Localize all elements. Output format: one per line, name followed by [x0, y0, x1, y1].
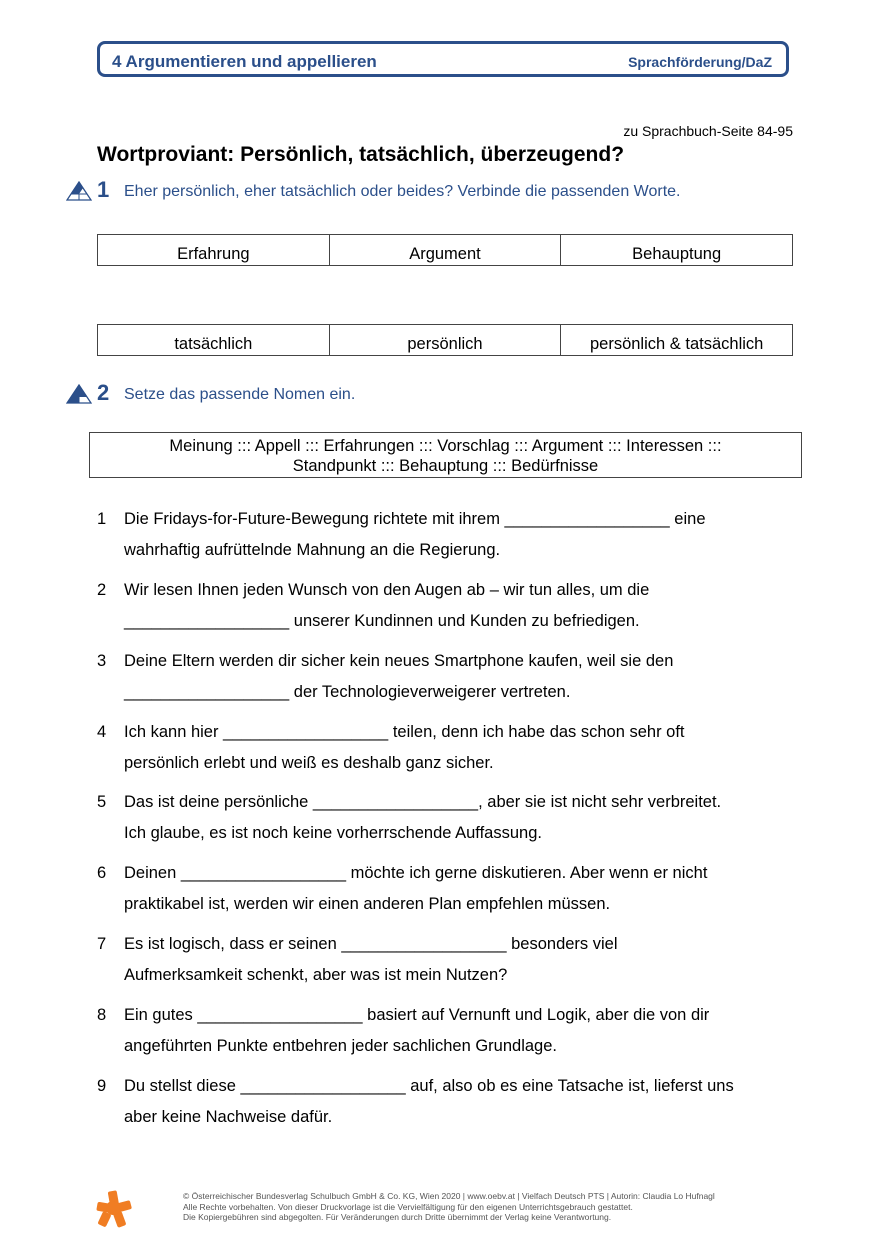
bottom-word-table: [97, 324, 793, 356]
item-number: 4: [97, 723, 107, 741]
page-title: Wortproviant: Persönlich, tatsächlich, überzeugend?: [97, 143, 625, 166]
word-cell[interactable]: persönlich & tatsächlich: [561, 325, 793, 356]
item-line: Aufmerksamkeit schenkt, aber was ist mein Nutzen?: [124, 966, 508, 984]
item-line[interactable]: Du stellst diese __________________ auf, also ob es eine Tatsache ist, lieferst uns: [124, 1077, 734, 1095]
item-number: 3: [97, 652, 107, 670]
item-line: persönlich erlebt und weiß es deshalb ganz sicher.: [124, 754, 494, 772]
item-line[interactable]: Das ist deine persönliche __________________, aber sie ist nicht sehr verbreitet.: [124, 793, 722, 811]
word-bank-line: Meinung ::: Appell ::: Erfahrungen ::: Vorschlag ::: Argument ::: Interessen :::: [169, 437, 722, 455]
subject-label: Sprachförderung/DaZ: [628, 54, 772, 70]
top-word-table: [97, 234, 793, 266]
task-instruction: Setze das passende Nomen ein.: [124, 386, 356, 403]
item-number: 8: [97, 1006, 107, 1024]
footer-legal: [183, 1191, 715, 1223]
exercise-item: [97, 787, 797, 849]
exercise-item: [97, 1071, 797, 1133]
word-cell[interactable]: persönlich: [329, 325, 561, 356]
item-number: 5: [97, 793, 107, 811]
item-number: 1: [97, 510, 107, 528]
difficulty-pyramid-icon: [66, 181, 92, 201]
item-line[interactable]: Es ist logisch, dass er seinen __________________ besonders viel: [124, 935, 618, 953]
page-reference: zu Sprachbuch-Seite 84-95: [623, 123, 793, 139]
item-line[interactable]: Deinen __________________ möchte ich gerne diskutieren. Aber wenn er nicht: [124, 864, 708, 882]
item-line: Deine Eltern werden dir sicher kein neues Smartphone kaufen, weil sie den: [124, 652, 674, 670]
exercise-item: [97, 929, 797, 991]
publisher-logo-icon: [96, 1190, 132, 1228]
item-number: 9: [97, 1077, 107, 1095]
exercise-item: [97, 858, 797, 920]
exercise-item: [97, 504, 797, 566]
item-number: 6: [97, 864, 107, 882]
footer-line: © Österreichischer Bundesverlag Schulbuch GmbH & Co. KG, Wien 2020 | www.oebv.at | Vielfach Deutsch PTS | Autorin: Claudia Lo Hufnagl: [183, 1191, 715, 1201]
word-bank: [89, 432, 802, 478]
exercise-item: [97, 1000, 797, 1062]
item-line: aber keine Nachweise dafür.: [124, 1108, 333, 1126]
word-cell[interactable]: Argument: [329, 235, 561, 266]
footer-line: Alle Rechte vorbehalten. Von dieser Druckvorlage ist die Vervielfältigung für den eigenen Unterrichtsgebrauch gestattet.: [183, 1201, 633, 1212]
task-number: 2: [97, 380, 110, 405]
word-cell[interactable]: tatsächlich: [98, 325, 330, 356]
item-number: 7: [97, 935, 107, 953]
item-line[interactable]: __________________ unserer Kundinnen und Kunden zu befriedigen.: [124, 612, 640, 630]
task-instruction: Eher persönlich, eher tatsächlich oder beides? Verbinde die passenden Worte.: [124, 183, 681, 200]
item-line: Wir lesen Ihnen jeden Wunsch von den Augen ab – wir tun alles, um die: [124, 581, 650, 599]
item-line[interactable]: Ein gutes __________________ basiert auf Vernunft und Logik, aber die von dir: [124, 1006, 710, 1024]
exercise-item: [97, 575, 797, 637]
item-number: 2: [97, 581, 107, 599]
word-cell[interactable]: Behauptung: [561, 235, 793, 266]
exercise-item: [97, 646, 797, 708]
difficulty-pyramid-icon: [66, 384, 92, 404]
item-line[interactable]: Die Fridays-for-Future-Bewegung richtete mit ihrem __________________ eine: [124, 510, 706, 528]
task-number: 1: [97, 177, 110, 202]
exercise-item: [97, 717, 797, 779]
word-bank-line: Standpunkt ::: Behauptung ::: Bedürfnisse: [292, 457, 599, 475]
word-cell[interactable]: Erfahrung: [98, 235, 330, 266]
chapter-header: [97, 41, 789, 77]
item-line: Ich glaube, es ist noch keine vorherrschende Auffassung.: [124, 824, 542, 842]
chapter-title: 4 Argumentieren und appellieren: [112, 52, 377, 71]
item-line: praktikabel ist, werden wir einen anderen Plan empfehlen müssen.: [124, 895, 611, 913]
footer-line: Die Kopiergebühren sind abgegolten. Für Veränderungen durch Dritte übernimmt der Verlag keine Verantwortung.: [183, 1212, 612, 1222]
item-line: wahrhaftig aufrüttelnde Mahnung an die Regierung.: [124, 541, 501, 559]
item-line[interactable]: Ich kann hier __________________ teilen, denn ich habe das schon sehr oft: [124, 723, 685, 741]
item-line[interactable]: __________________ der Technologieverweigerer vertreten.: [124, 683, 571, 701]
item-line: angeführten Punkte entbehren jeder sachlichen Grundlage.: [124, 1037, 557, 1055]
